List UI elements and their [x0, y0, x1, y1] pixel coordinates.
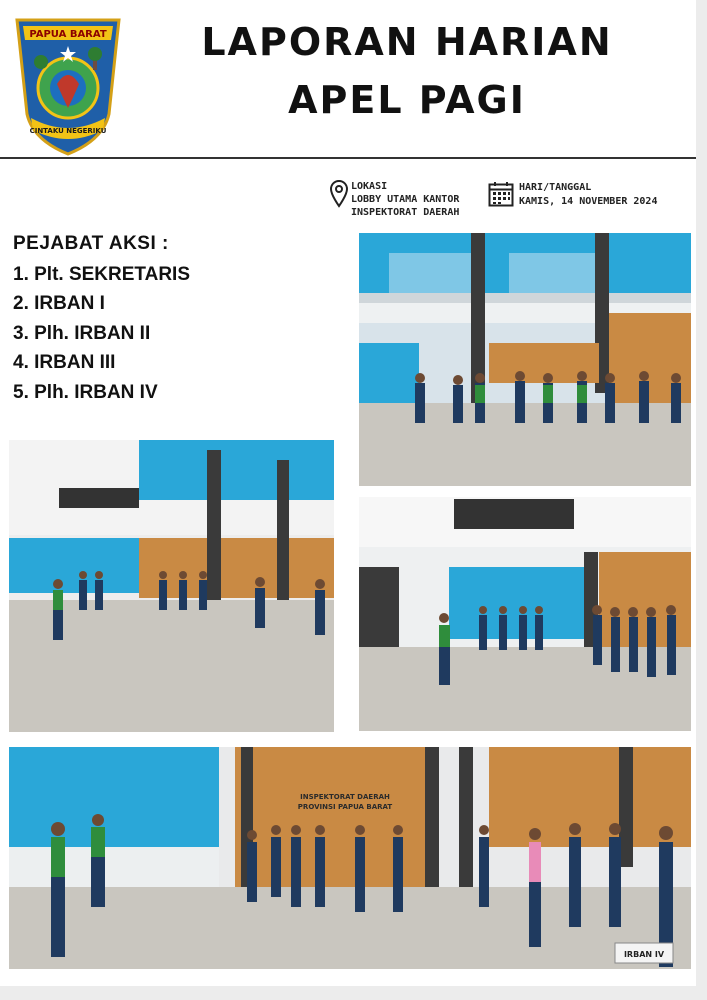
official-item: 4. IRBAN III	[13, 352, 116, 373]
svg-text:IRBAN IV: IRBAN IV	[623, 950, 665, 959]
officials-heading: PEJABAT AKSI :	[13, 233, 169, 254]
official-item: 3. Plh. IRBAN II	[13, 323, 151, 344]
location-pin-icon	[330, 180, 348, 213]
assembly-photo-3	[359, 497, 691, 731]
location-line2: INSPEKTORAT DAERAH	[351, 207, 460, 218]
location-line1: LOBBY UTAMA KANTOR	[351, 194, 460, 205]
assembly-photo-4	[9, 747, 691, 969]
svg-text:PROVINSI PAPUA BARAT: PROVINSI PAPUA BARAT	[297, 803, 393, 811]
official-item: 5. Plh. IRBAN IV	[13, 382, 158, 403]
date-label: HARI/TANGGAL	[519, 182, 592, 193]
calendar-icon	[488, 181, 514, 212]
official-item: 1. Plt. SEKRETARIS	[13, 264, 191, 285]
page-margin-bottom	[0, 986, 707, 1000]
date-value: KAMIS, 14 NOVEMBER 2024	[519, 196, 658, 207]
report-title-line1: LAPORAN HARIAN	[201, 20, 613, 64]
svg-text:CINTAKU NEGERIKU: CINTAKU NEGERIKU	[29, 127, 107, 135]
header-divider	[0, 157, 696, 159]
location-label: LOKASI	[351, 181, 388, 192]
assembly-photo-2	[9, 440, 334, 732]
svg-text:INSPEKTORAT DAERAH: INSPEKTORAT DAERAH	[300, 793, 390, 801]
assembly-photo-1	[359, 233, 691, 486]
svg-text:PAPUA BARAT: PAPUA BARAT	[29, 29, 107, 40]
papua-barat-logo	[13, 18, 123, 158]
page-margin-right	[696, 0, 707, 1000]
report-title-line2: APEL PAGI	[288, 78, 526, 122]
official-item: 2. IRBAN I	[13, 293, 105, 314]
